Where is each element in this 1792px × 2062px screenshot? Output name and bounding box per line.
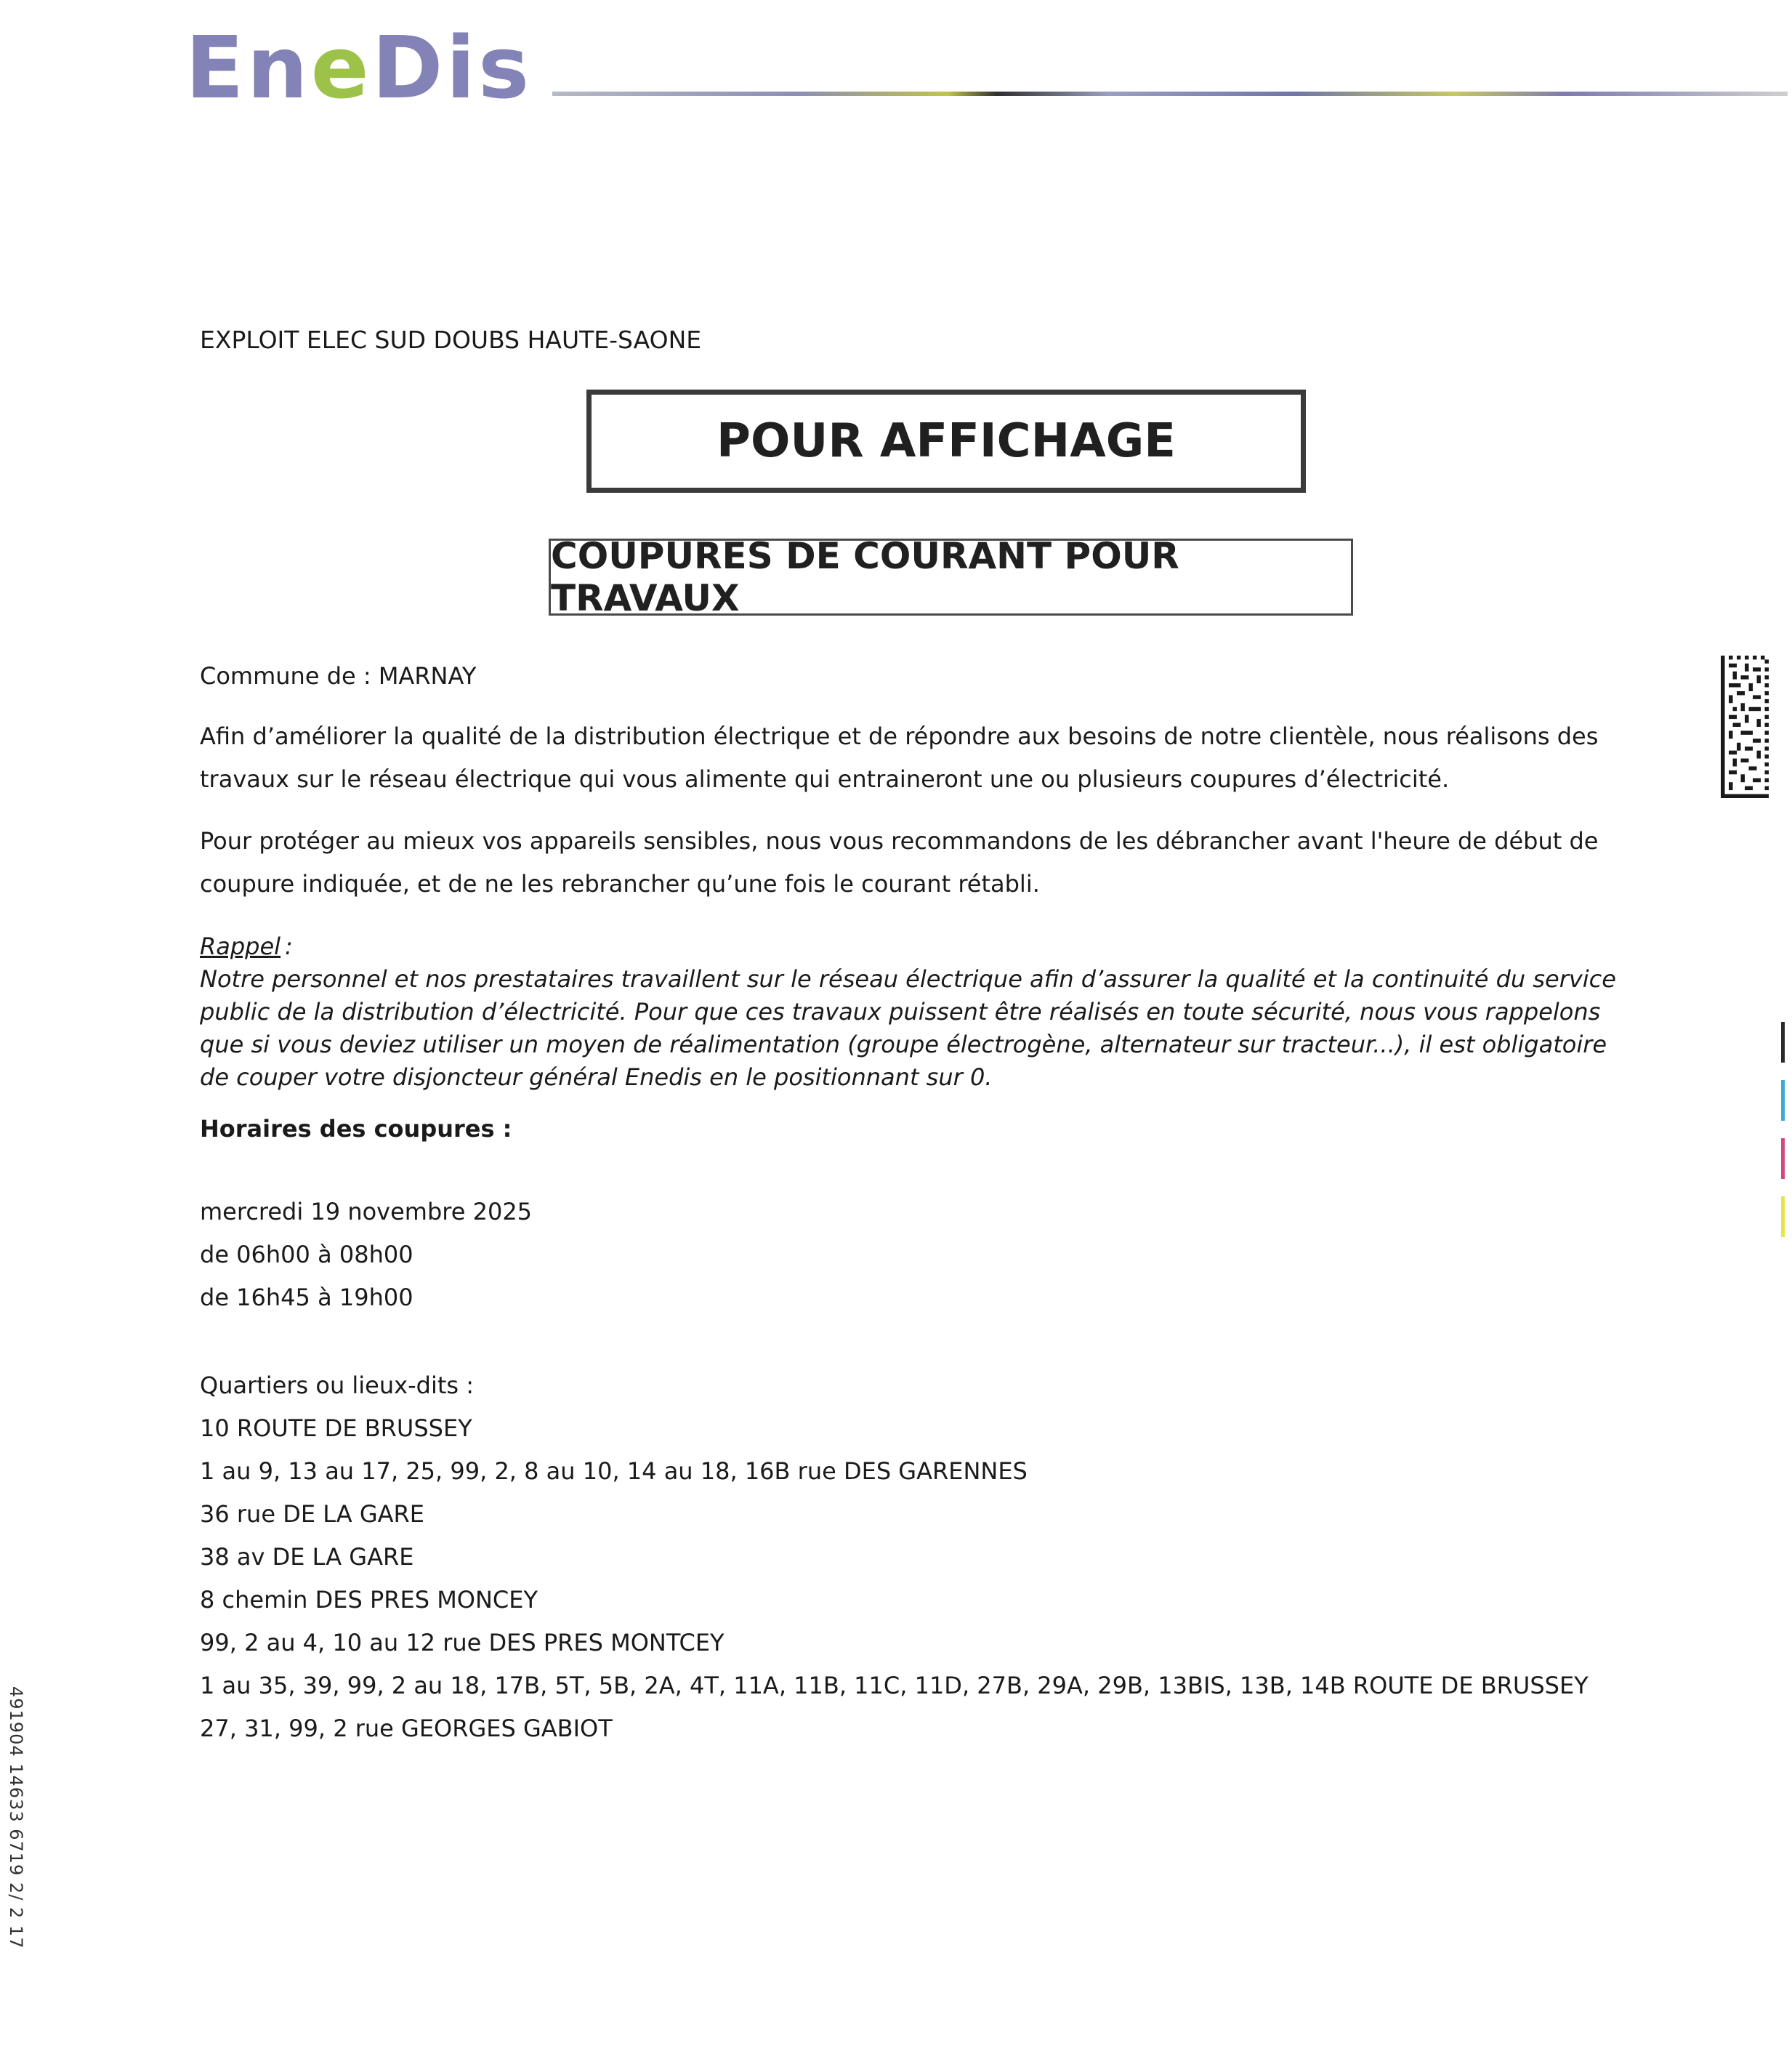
locations-list (200, 1407, 1589, 1750)
logo-letters-dis: Dis (371, 17, 533, 118)
quartiers-heading: Quartiers ou lieux-dits : (200, 1372, 474, 1399)
side-reference-code: 491904 14633 6719 2/ 2 17 (6, 1686, 26, 1949)
list-item: 8 chemin DES PRES MONCEY (200, 1586, 538, 1614)
list-item: 99, 2 au 4, 10 au 12 rue DES PRES MONTCEY (200, 1629, 725, 1656)
print-mark-magenta (1781, 1138, 1785, 1179)
print-mark-yellow (1781, 1196, 1785, 1237)
title-box (586, 390, 1306, 493)
rappel-label: Rappel (200, 933, 281, 960)
outage-date: mercredi 19 novembre 2025 (200, 1198, 533, 1225)
print-mark-black (1781, 1022, 1785, 1063)
horaires-heading: Horaires des coupures : (200, 1115, 512, 1143)
list-item: 1 au 9, 13 au 17, 25, 99, 2, 8 au 10, 14 au 18, 16B rue DES GARENNES (200, 1457, 1028, 1485)
list-item: 10 ROUTE DE BRUSSEY (200, 1414, 472, 1442)
rappel-heading (200, 933, 293, 960)
list-item: 38 av DE LA GARE (200, 1543, 414, 1571)
print-mark-cyan (1781, 1080, 1785, 1121)
page-title: POUR AFFICHAGE (717, 414, 1176, 468)
logo-letters-en: En (185, 17, 311, 118)
rappel-colon: : (285, 933, 293, 960)
list-item: 27, 31, 99, 2 rue GEORGES GABIOT (200, 1715, 613, 1742)
list-item: 36 rue DE LA GARE (200, 1500, 424, 1528)
outage-slot-2: de 16h45 à 19h00 (200, 1284, 413, 1311)
rappel-text: Notre personnel et nos prestataires travaillent sur le réseau électrique afin d’assurer la qualité et la continuité du service public de la distribution d’électricité. Pour que ces travaux puissent être réalisés en toute sécurité, nous vous rappelons que si vous deviez utiliser un moyen de réalimentation (groupe électrogène, alternateur sur tracteur...), il est obligatoire de couper votre disjoncteur général Enedis en le positionnant sur 0. (200, 965, 1616, 1091)
intro-paragraph: Afin d’améliorer la qualité de la distribution électrique et de répondre aux besoins de notre clientèle, nous réalisons des travaux sur le réseau électrique qui vous alimente qui entraineront une ou plusieurs coupures d’électricité. (200, 722, 1599, 793)
commune-line: Commune de : MARNAY (200, 662, 477, 690)
side-reference (4, 1686, 33, 1977)
enedis-logo (185, 17, 533, 118)
advice-paragraph: Pour protéger au mieux vos appareils sensibles, nous vous recommandons de les débrancher avant l'heure de début de coupure indiquée, et de ne les rebrancher qu’une fois le courant rétabli. (200, 827, 1599, 898)
list-item: 1 au 35, 39, 99, 2 au 18, 17B, 5T, 5B, 2A, 4T, 11A, 11B, 11C, 11D, 27B, 29A, 29B, 13BIS, 13B, 14B ROUTE DE BRUSSEY (200, 1672, 1589, 1699)
page-subtitle: COUPURES DE COURANT POUR TRAVAUX (551, 535, 1179, 619)
logo-letter-e: e (310, 17, 372, 118)
outage-slot-1: de 06h00 à 08h00 (200, 1241, 413, 1268)
subtitle-box (549, 535, 1353, 619)
header-rule (552, 92, 1788, 96)
organization-name: EXPLOIT ELEC SUD DOUBS HAUTE-SAONE (200, 326, 702, 354)
datamatrix-code (1721, 656, 1769, 798)
